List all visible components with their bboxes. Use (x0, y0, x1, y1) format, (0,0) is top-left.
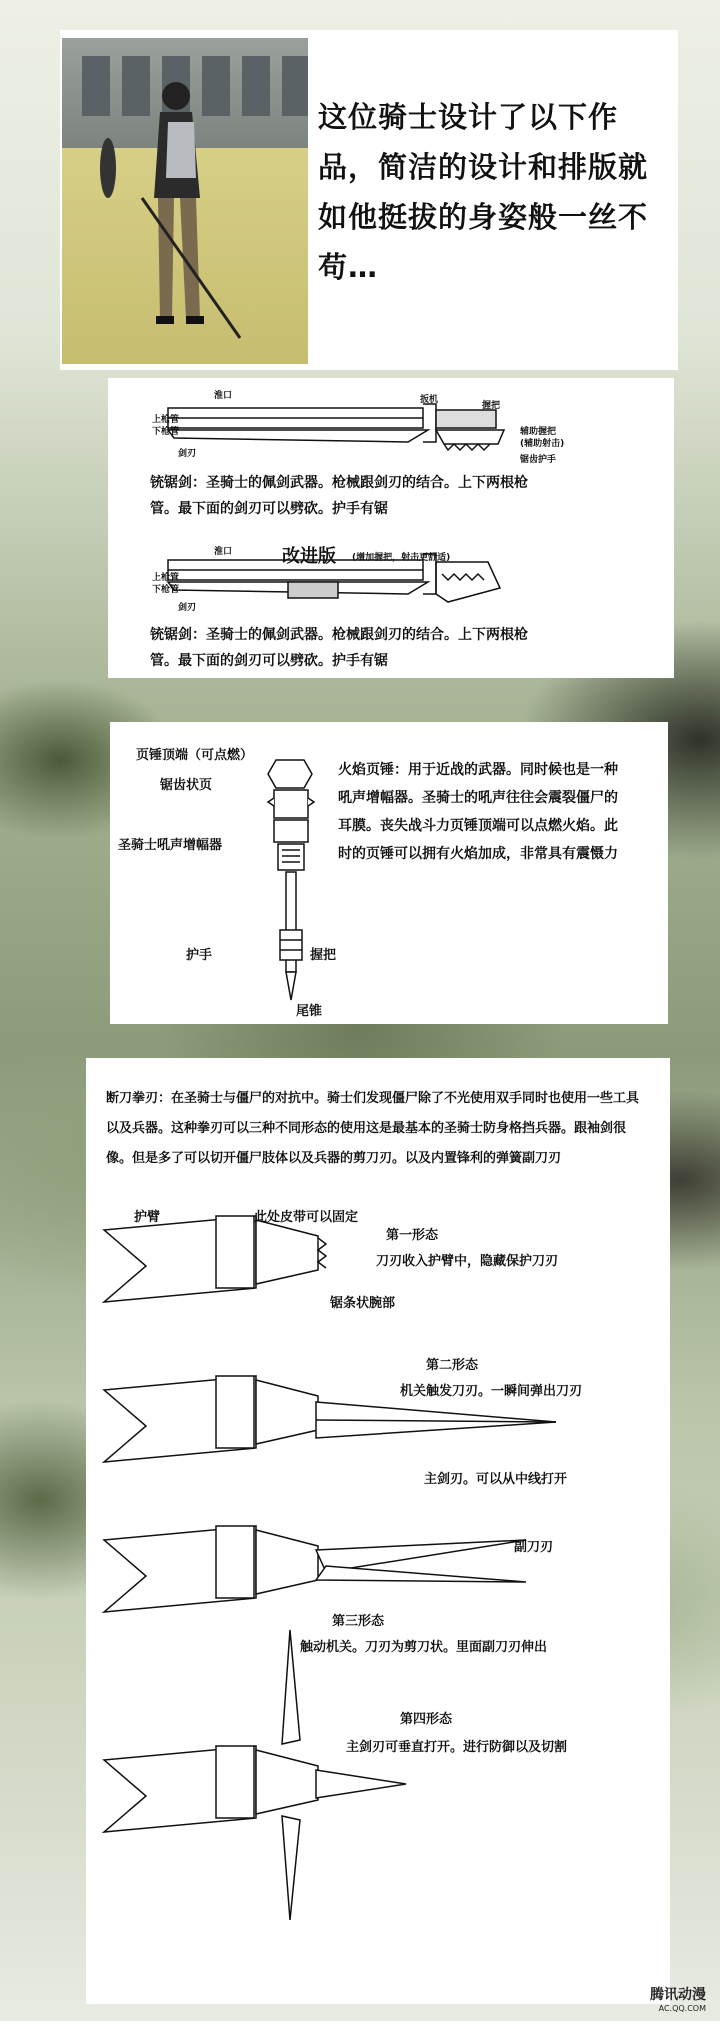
label-amplifier: 圣骑士吼声增幅器 (118, 838, 223, 853)
label-strap: 此处皮带可以固定 (254, 1210, 359, 1225)
form3-title: 第三形态 (332, 1614, 385, 1629)
label-trigger: 扳机 (420, 395, 439, 405)
form1-text: 刀刃收入护臂中，隐藏保护刀刃 (376, 1254, 559, 1269)
label-sub-blade: 副刀刃 (514, 1540, 554, 1555)
label-serrated-wrist: 锯条状腕部 (330, 1296, 396, 1311)
improved-title: 改进版 (282, 546, 336, 567)
label-serrated: 锯齿状页 (160, 778, 213, 793)
form3-text: 触动机关。刀刃为剪刀状。里面副刀刃伸出 (300, 1640, 548, 1655)
label-guard: 护手 (186, 948, 213, 963)
knight-photo (62, 38, 308, 364)
improved-note: (增加握把，射击更舒适) (352, 553, 451, 563)
label-grip: 握把 (482, 401, 501, 411)
form1-title: 第一形态 (386, 1228, 439, 1243)
label-pommel: 页锤顶端（可点燃） (136, 748, 254, 763)
label-lower-barrel-2: 下枪管 (152, 585, 180, 595)
label-blade: 剑刃 (178, 449, 197, 459)
gunsword-caption-1: 铳锯剑：圣骑士的佩剑武器。枪械跟剑刃的结合。上下两根枪管。最下面的剑刃可以劈砍。护手有锯 (150, 475, 528, 517)
form2-text: 机关触发刀刃。一瞬间弹出刀刃 (400, 1384, 583, 1399)
mace-diagram (240, 740, 340, 1040)
label-blade-2: 剑刃 (178, 603, 197, 613)
gunsword-caption-2: 铳锯剑：圣骑士的佩剑武器。枪械跟剑刃的结合。上下两根枪管。最下面的剑刃可以劈砍。护手有锯 (150, 627, 528, 669)
form2-title: 第二形态 (426, 1358, 479, 1373)
watermark-url: AC.QQ.COM (658, 2004, 706, 2013)
label-aux-grip-note: (辅助射击) (520, 439, 565, 449)
form4-text: 主剑刃可垂直打开。进行防御以及切割 (346, 1740, 568, 1755)
fistblade-intro: 断刀拳刃：在圣骑士与僵尸的对抗中。骑士们发现僵尸除了不光使用双手同时也使用一些工具以及兵器。这种拳刃可以三种不同形态的使用这是最基本的圣骑士防身格挡兵器。跟袖剑很像。但是多了可以切开僵尸肢体以及兵器的剪刀刃。以及内置锋利的弹簧副刀刃 (106, 1091, 640, 1166)
label-aux-grip: 辅助握把 (520, 427, 557, 437)
label-grip: 握把 (310, 948, 337, 963)
label-guard: 锯齿护手 (520, 455, 557, 465)
label-upper-barrel: 上枪管 (152, 415, 180, 425)
label-main-blade: 主剑刃。可以从中线打开 (424, 1472, 568, 1487)
watermark (650, 1984, 706, 2013)
label-muzzle-2: 淮口 (214, 547, 233, 557)
label-lower-barrel: 下枪管 (152, 427, 180, 437)
label-upper-barrel-2: 上枪管 (152, 573, 180, 583)
label-muzzle: 淮口 (214, 391, 233, 401)
label-tail: 尾锥 (296, 1004, 323, 1019)
intro-text: 这位骑士设计了以下作品，简洁的设计和排版就如他挺拔的身姿般一丝不苟… (318, 100, 649, 284)
label-arm-guard: 护臂 (134, 1210, 161, 1225)
form4-title: 第四形态 (400, 1712, 453, 1727)
mace-description: 火焰页锤：用于近战的武器。同时候也是一种吼声增幅器。圣骑士的吼声往往会震裂僵尸的耳膜。丧失战斗力页锤顶端可以点燃火焰。此时的页锤可以拥有火焰加成，非常具有震慑力 (338, 762, 618, 862)
watermark-brand: 腾讯动漫 (650, 1987, 706, 2003)
